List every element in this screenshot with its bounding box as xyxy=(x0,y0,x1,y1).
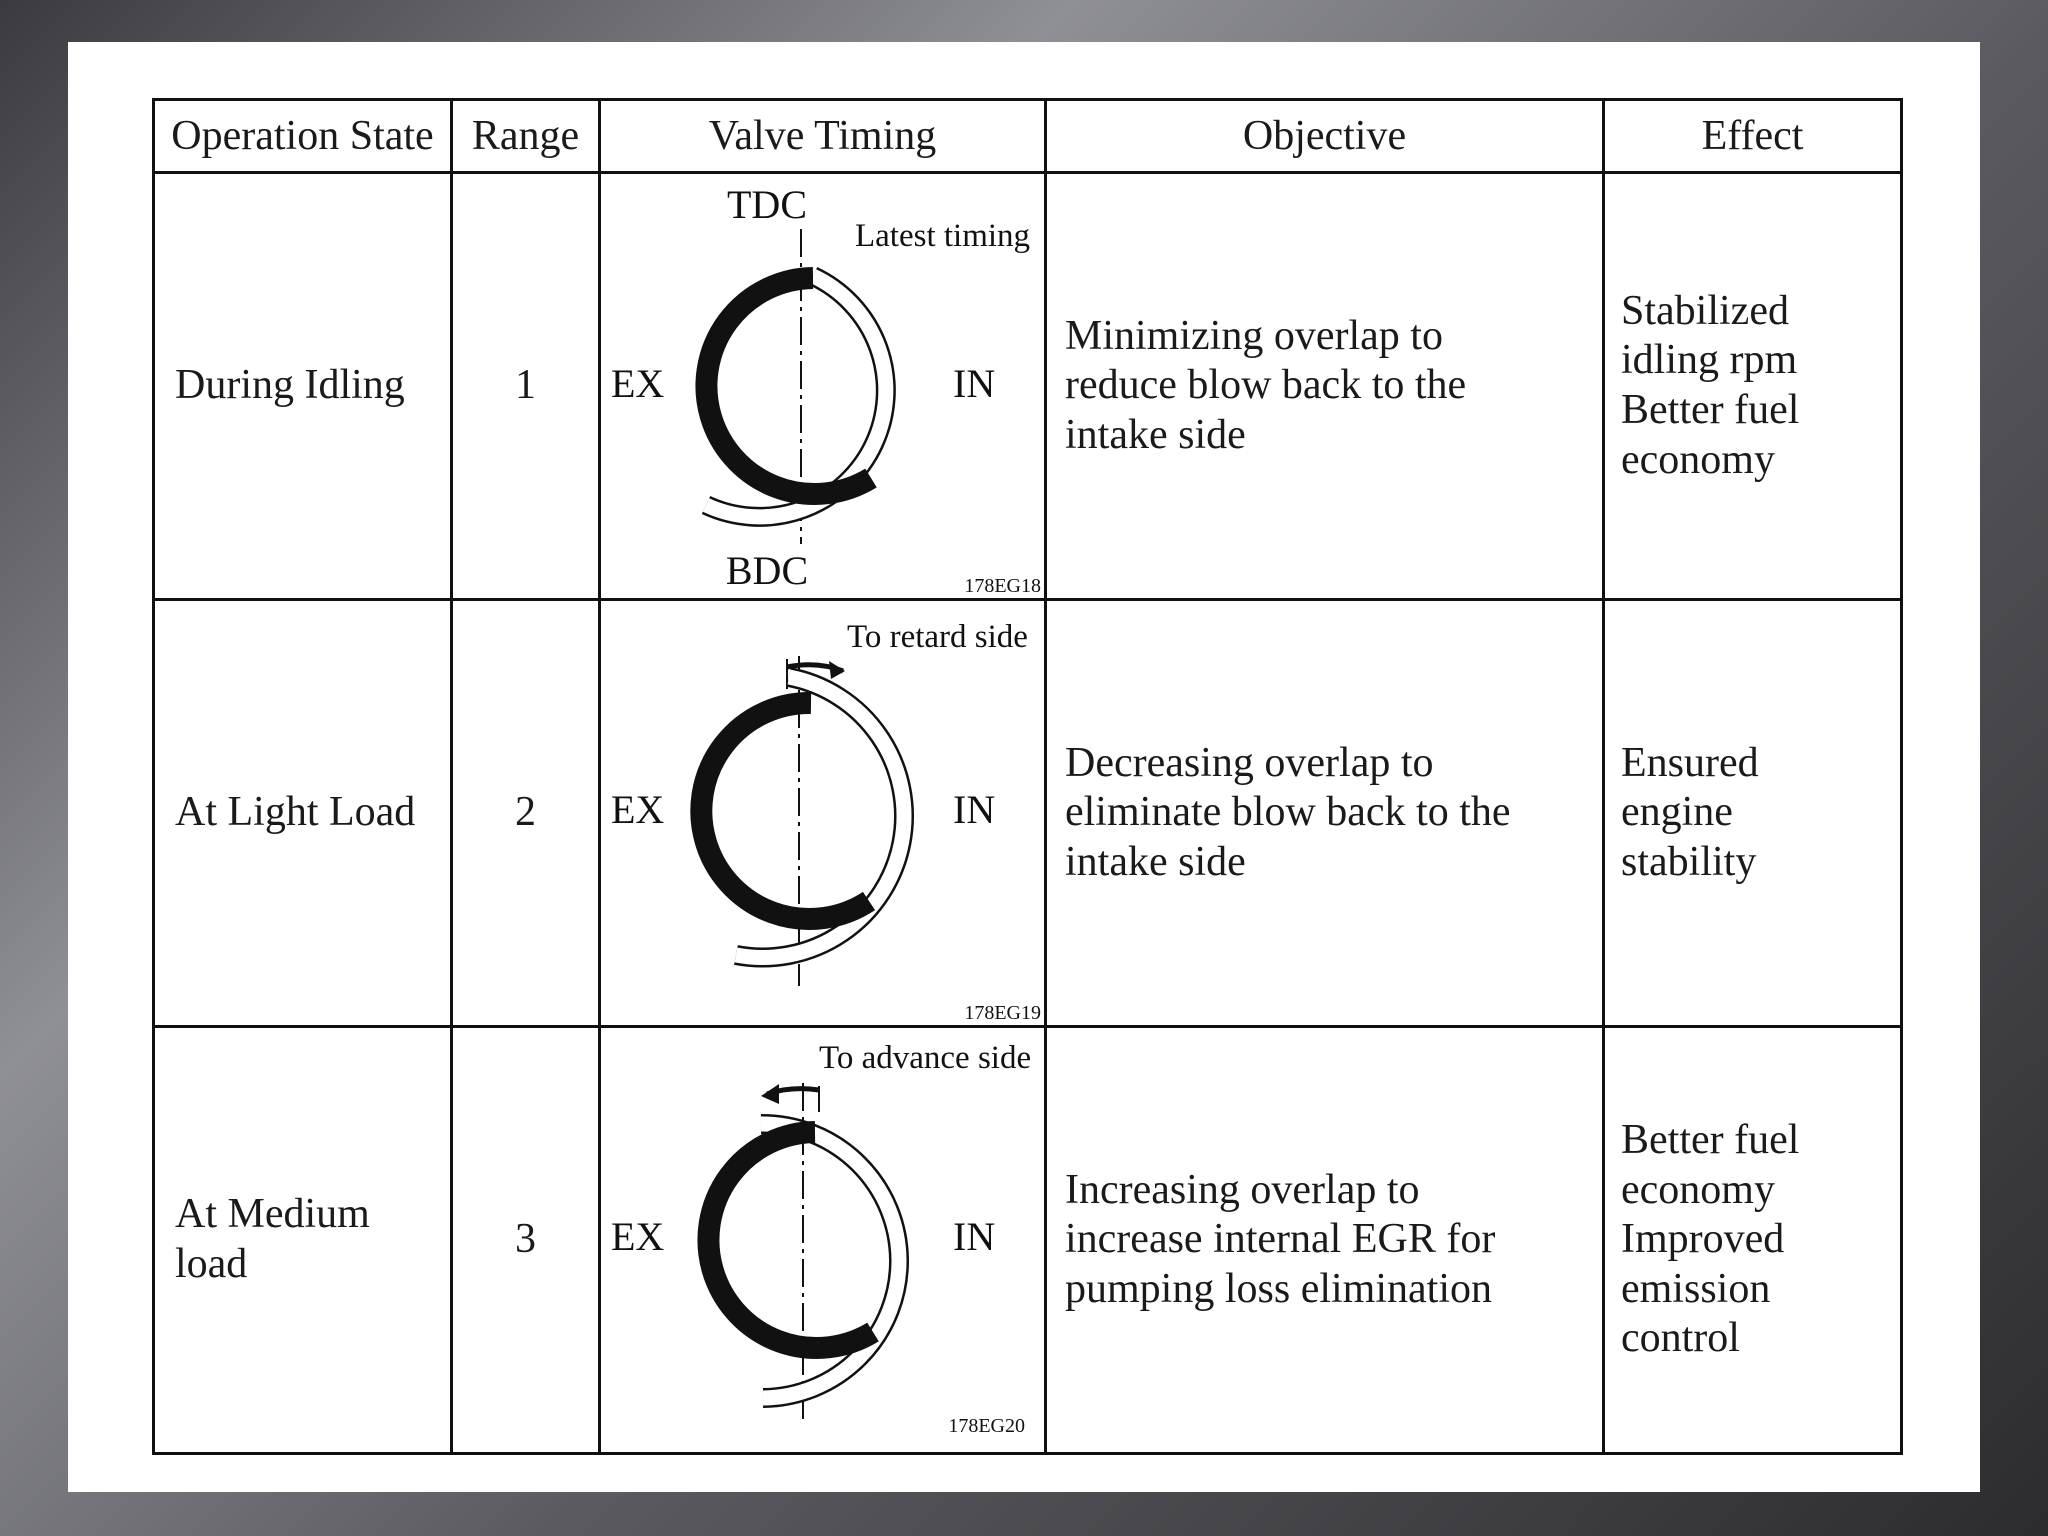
figure-code: 178EG20 xyxy=(948,1415,1025,1437)
in-label: IN xyxy=(953,361,996,406)
effect-line: economy xyxy=(1621,1166,1775,1213)
in-label: IN xyxy=(953,787,996,832)
valve-timing-diagram xyxy=(601,1028,1047,1452)
timing-note-label: To retard side xyxy=(847,619,1028,655)
operation-state-cell: During Idling xyxy=(154,173,452,600)
header-valve-timing: Valve Timing xyxy=(600,100,1046,173)
objective-line: Decreasing overlap to xyxy=(1065,739,1434,786)
bdc-label: BDC xyxy=(725,548,809,593)
effect-line: Improved xyxy=(1621,1216,1785,1263)
header-range: Range xyxy=(452,100,600,173)
operation-state-cell: At Light Load xyxy=(154,600,452,1027)
effect-cell xyxy=(1604,1027,1902,1454)
valve-timing-table xyxy=(152,98,1903,1455)
objective-line: Minimizing overlap to xyxy=(1065,312,1443,359)
objective-line: Increasing overlap to xyxy=(1065,1166,1420,1213)
effect-line: emission xyxy=(1621,1265,1771,1312)
objective-line: intake side xyxy=(1065,838,1246,885)
valve-timing-diagram xyxy=(601,601,1047,1025)
range-cell: 2 xyxy=(452,600,600,1027)
range-cell: 3 xyxy=(452,1027,600,1454)
objective-cell xyxy=(1046,600,1604,1027)
retard-arrow-head xyxy=(829,661,845,679)
ex-label: EX xyxy=(611,787,665,832)
objective-line: intake side xyxy=(1065,411,1246,458)
table-row xyxy=(154,1027,1902,1454)
operation-state-cell: At Medium load xyxy=(154,1027,452,1454)
effect-line: Better fuel xyxy=(1621,1117,1800,1164)
header-effect: Effect xyxy=(1604,100,1902,173)
valve-timing-diagram xyxy=(601,174,1047,598)
objective-line: reduce blow back to the xyxy=(1065,362,1467,409)
objective-line: eliminate blow back to the xyxy=(1065,789,1511,836)
exhaust-valve-band xyxy=(701,703,869,919)
timing-note-label: To advance side xyxy=(819,1040,1032,1076)
advance-arrow-head xyxy=(761,1084,779,1104)
objective-line: increase internal EGR for xyxy=(1065,1216,1496,1263)
valve-timing-cell xyxy=(600,600,1046,1027)
ex-label: EX xyxy=(611,1214,665,1259)
figure-code: 178EG18 xyxy=(964,575,1041,597)
effect-line: Better fuel xyxy=(1621,387,1800,433)
effect-cell xyxy=(1604,173,1902,600)
effect-line: stability xyxy=(1621,838,1757,885)
range-cell: 1 xyxy=(452,173,600,600)
header-objective: Objective xyxy=(1046,100,1604,173)
header-row xyxy=(154,100,1902,173)
valve-timing-cell xyxy=(600,173,1046,600)
effect-line: economy xyxy=(1621,436,1775,483)
effect-line: engine xyxy=(1621,789,1733,836)
objective-line: pumping loss elimination xyxy=(1065,1265,1492,1312)
effect-line: idling rpm xyxy=(1621,337,1798,384)
ex-label: EX xyxy=(611,361,665,406)
effect-line: Stabilized xyxy=(1621,287,1789,334)
timing-note-label: Latest timing xyxy=(855,218,1031,254)
effect-cell xyxy=(1604,600,1902,1027)
table-row xyxy=(154,173,1902,600)
objective-cell xyxy=(1046,173,1604,600)
table-row xyxy=(154,600,1902,1027)
header-operation-state: Operation State xyxy=(154,100,452,173)
slide xyxy=(68,42,1980,1492)
figure-code: 178EG19 xyxy=(964,1002,1041,1024)
valve-timing-cell xyxy=(600,1027,1046,1454)
in-label: IN xyxy=(953,1214,996,1259)
objective-cell xyxy=(1046,1027,1604,1454)
effect-line: control xyxy=(1621,1315,1740,1362)
effect-line: Ensured xyxy=(1621,739,1759,786)
tdc-label: TDC xyxy=(727,182,807,227)
